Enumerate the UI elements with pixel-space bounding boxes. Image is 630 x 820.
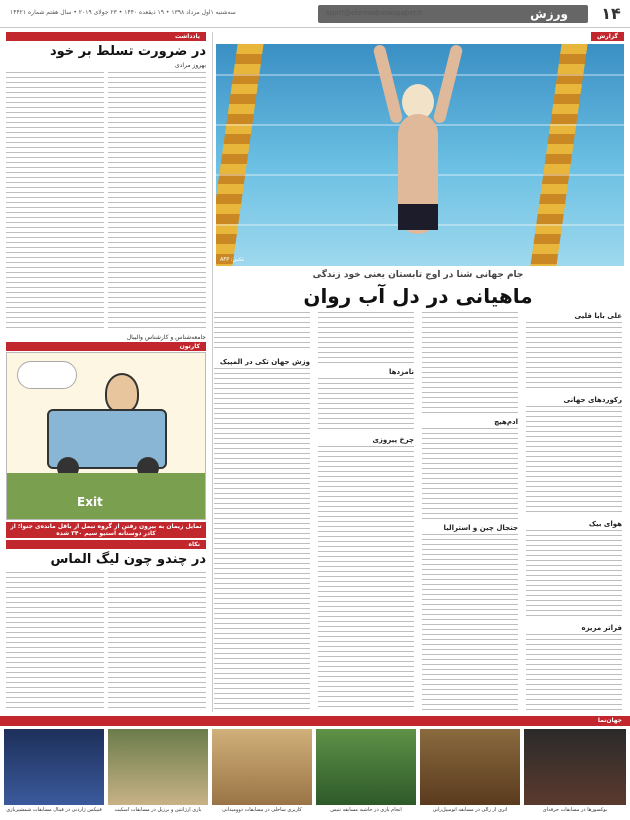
story-text-block <box>526 634 622 710</box>
story-subhead: ادم‌هیچ <box>494 418 518 426</box>
strip-photo-sand <box>212 729 312 805</box>
story-text-block <box>422 428 518 520</box>
strip-caption: بازی آرژانتین و برزیل در مسابقات اسکیت <box>114 807 202 813</box>
cartoon-figure <box>105 373 139 413</box>
story-subhead: فراتر مریزه <box>581 624 622 632</box>
story-subhead: علی بابا قلیی <box>574 312 622 320</box>
strip-caption: فنیکس ژاردنی در فینال مسابقات شمشیربازی <box>6 807 102 813</box>
story-text-block <box>526 322 622 392</box>
middle-subhead: وزش جهان تکی در المپیک <box>219 358 310 366</box>
left-text-block <box>108 72 206 330</box>
story-text-block <box>422 534 518 710</box>
strip-caption: انجام بازی در حاشیه مسابقه تنیس <box>330 807 402 813</box>
report-tag: گزارش <box>591 32 624 41</box>
left-text-block <box>6 72 104 330</box>
story-subhead: چرخ پیروزی <box>372 436 414 444</box>
second-note-tag: نکاه <box>6 540 206 549</box>
headline-main: ماهیانی در دل آب روان <box>303 284 533 308</box>
story-subhead: رکوردهای جهانی <box>563 396 622 404</box>
lane-rope-right <box>530 44 587 266</box>
strip-photo-rally <box>420 729 520 805</box>
story-subhead: نامزدها <box>388 368 414 376</box>
swimmer-trunks <box>398 204 438 230</box>
story-text-block <box>422 312 518 414</box>
second-note-title: در چندو چون لیگ الماس <box>50 552 206 567</box>
left-text-block <box>108 572 206 710</box>
photo-credit: عکس: AFP <box>220 257 245 263</box>
site-url[interactable]: sport@etemadnewspaper.ir <box>326 9 423 17</box>
left-note-tag: یادداشت <box>6 32 206 41</box>
left-text-block <box>6 572 104 710</box>
swimmer-arm-left <box>373 44 404 124</box>
cartoon-tag: کارتون <box>6 342 206 351</box>
strip-caption: بوکسورها در مسابقات حرفه‌ای <box>542 807 608 813</box>
story-text-block <box>214 312 310 352</box>
cartoon-exit-text: Exit <box>77 495 103 509</box>
left-note-title: در ضرورت تسلط بر خود <box>49 44 206 59</box>
page-number: ۱۴ <box>601 4 621 23</box>
strip-photo-fencing <box>4 729 104 805</box>
lane-rope-left <box>216 44 264 266</box>
story-text-block <box>526 406 622 516</box>
left-note-footer: جامعه‌شناس و کارشناس والیبال <box>126 334 206 341</box>
story-text-block <box>214 368 310 710</box>
strip-caption: کاربری ساحلی در مسابقات دوومیدانی <box>222 807 302 813</box>
story-subhead: جتجال چین و استرالیا <box>443 524 518 532</box>
main-photo-swimmer <box>216 44 624 266</box>
strip-photo-crowd <box>108 729 208 805</box>
story-subhead: هوای بیک <box>588 520 622 528</box>
strip-photo-boxing <box>524 729 626 805</box>
swimmer-arm-right <box>433 44 464 124</box>
story-text-block <box>318 446 414 710</box>
cartoon-image <box>6 352 206 520</box>
story-text-block <box>526 530 622 620</box>
left-note-byline: بهروز مرادی <box>174 62 206 69</box>
cartoon-ground <box>7 473 206 519</box>
strip-photo-tennis <box>316 729 416 805</box>
bottom-strip-bar <box>0 716 630 726</box>
headline-kicker: جام جهانی شنا در اوج تابستان یعنی خود زندگی <box>312 270 524 280</box>
story-text-block <box>318 312 414 364</box>
cartoon-caption: تمایل زیمان به بیرون رفتن از گروه نیمل از باقل مانده‌ی جنوا؛ از کادر دوستانه استیو سیم ۳۴۰ شده <box>6 522 206 538</box>
section-title: ورزش <box>318 5 588 23</box>
bottom-strip-label: جهان‌نما <box>597 717 622 724</box>
speech-bubble <box>17 361 77 389</box>
story-text-block <box>318 378 414 432</box>
strip-caption: اثری از رالی در مسابقه اتومبیل‌رانی <box>432 807 508 813</box>
page-header <box>0 0 630 28</box>
date-line: سه‌شنبه ۱اول مرداد ۱۳۹۸ • ۱۹ ذیقعده ۱۴۴۰ • ۲۳ جولای ۲۰۱۹ • سال هفتم شماره ۱۴۴۲۱ <box>10 9 236 16</box>
